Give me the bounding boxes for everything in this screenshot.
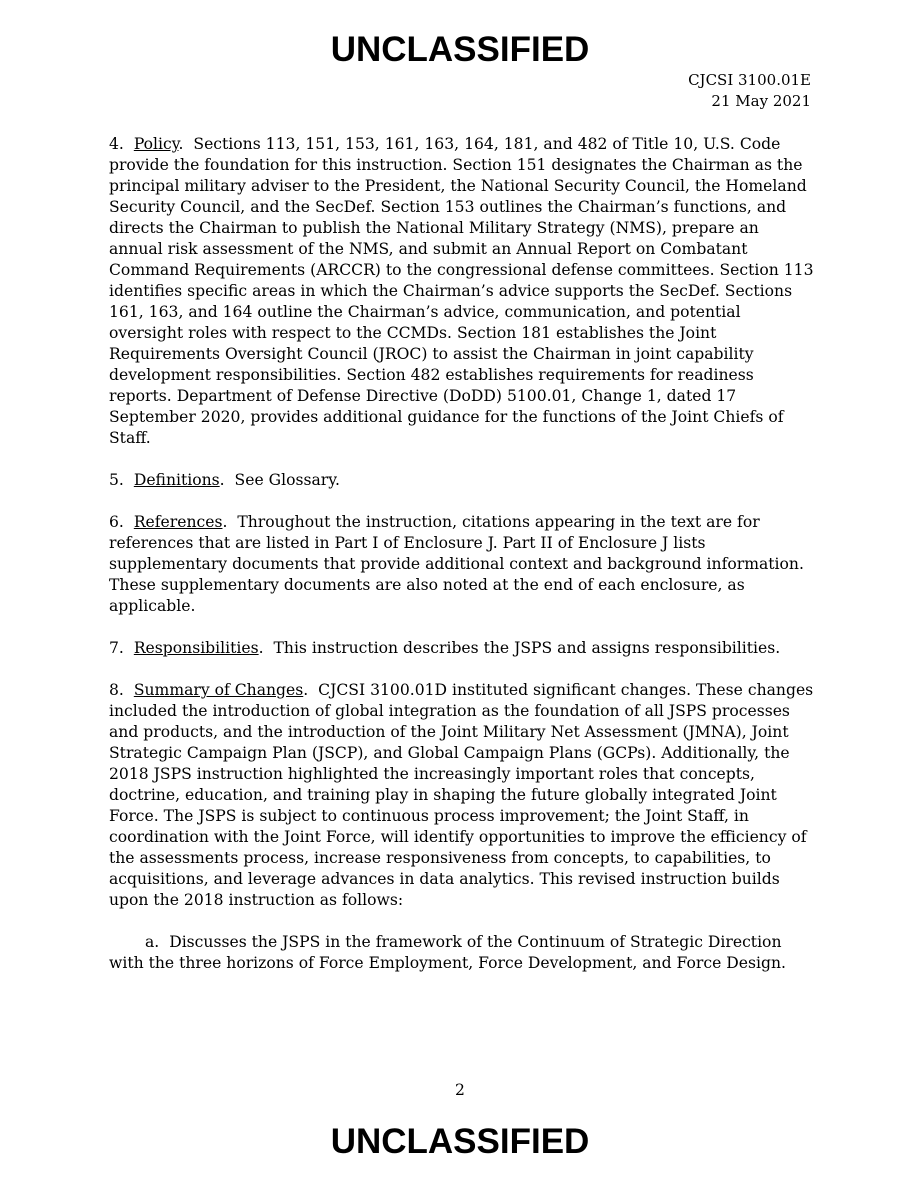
page-number: 2 [455, 1081, 465, 1099]
paragraph-references: 6. References. Throughout the instruction, citations appearing in the text are for references that are listed in Part I of Enclosure J. Part II of Enclosure J lists supplementary documents that provide additional context and background information. These supplementary documents are also noted at the end of each enclosure, as applicable. [109, 513, 804, 615]
classification-banner-top: UNCLASSIFIED [330, 30, 590, 69]
paragraph-responsibilities: 7. Responsibilities. This instruction describes the JSPS and assigns responsibilities. [109, 639, 781, 657]
paragraph-text: See Glossary. [234, 471, 340, 489]
paragraph-heading: Policy [133, 135, 179, 153]
paragraph-text: Sections 113, 151, 153, 161, 163, 164, 181, and 482 of Title 10, U.S. Code provide the foundation for this instruction. Section 151 designates the Chairman as the principal military adviser to the President, the National Security Council, the Homeland Security Council, and the SecDef. Section 153 outlines the Chairman’s functions, and directs the Chairman to publish the National Military Strategy (NMS), prepare an annual risk assessment of the NMS, and submit an Annual Report on Combatant Command Requirements (ARCCR) to the congressional defense committees. Section 113 identifies specific areas in which the Chairman’s advice supports the SecDef. Sections 161, 163, and 164 outline the Chairman’s advice, communication, and potential oversight roles with respect to the CCMDs. Section 181 establishes the Joint Requirements Oversight Council (JROC) to assist the Chairman in joint capability development responsibilities. Section 482 establishes requirements for readiness reports. Department of Defense Directive (DoDD) 5100.01, Change 1, dated 17 September 2020, provides additional guidance for the functions of the Joint Chiefs of Staff. [109, 135, 814, 447]
paragraph-number: 7. [109, 639, 124, 657]
paragraph-number: 6. [109, 513, 124, 531]
paragraph-number: 8. [109, 681, 124, 699]
document-identifier [688, 70, 811, 112]
paragraph-number: 4. [109, 135, 124, 153]
paragraph-heading: Summary of Changes [133, 681, 304, 699]
paragraph-definitions: 5. Definitions. See Glossary. [109, 471, 340, 489]
paragraph-summary-of-changes: 8. Summary of Changes. CJCSI 3100.01D instituted significant changes. These changes included the introduction of global integration as the foundation of all JSPS processes and products, and the introduction of the Joint Military Net Assessment (JMNA), Joint Strategic Campaign Plan (JSCP), and Global Campaign Plans (GCPs). Additionally, the 2018 JSPS instruction highlighted the increasingly important roles that concepts, doctrine, education, and training play in shaping the future globally integrated Joint Force. The JSPS is subject to continuous process improvement; the Joint Staff, in coordination with the Joint Force, will identify opportunities to improve the efficiency of the assessments process, increase responsiveness from concepts, to capabilities, to acquisitions, and leverage advances in data analytics. This revised instruction builds upon the 2018 instruction as follows: [109, 681, 814, 909]
sub-item-text: Discusses the JSPS in the framework of the Continuum of Strategic Direction with the three horizons of Force Employment, Force Development, and Force Design. [109, 933, 786, 972]
document-date: 21 May 2021 [711, 92, 811, 110]
paragraph-text: CJCSI 3100.01D instituted significant changes. These changes included the introduction of global integration as the foundation of all JSPS processes and products, and the introduction of the Joint Military Net Assessment (JMNA), Joint Strategic Campaign Plan (JSCP), and Global Campaign Plans (GCPs). Additionally, the 2018 JSPS instruction highlighted the increasingly important roles that concepts, doctrine, education, and training play in shaping the future globally integrated Joint Force. The JSPS is subject to continuous process improvement; the Joint Staff, in coordination with the Joint Force, will identify opportunities to improve the efficiency of the assessments process, increase responsiveness from concepts, to capabilities, to acquisitions, and leverage advances in data analytics. This revised instruction builds upon the 2018 instruction as follows: [109, 681, 814, 909]
document-body [109, 134, 815, 974]
paragraph-text: This instruction describes the JSPS and assigns responsibilities. [273, 639, 781, 657]
sub-item-letter: a. [145, 933, 160, 951]
sub-item-a [109, 932, 815, 974]
document-number: CJCSI 3100.01E [688, 71, 811, 89]
paragraph-policy: 4. Policy. Sections 113, 151, 153, 161, 163, 164, 181, and 482 of Title 10, U.S. Code provide the foundation for this instruction. Section 151 designates the Chairman as the principal military adviser to the President, the National Security Council, the Homeland Security Council, and the SecDef. Section 153 outlines the Chairman’s functions, and directs the Chairman to publish the National Military Strategy (NMS), prepare an annual risk assessment of the NMS, and submit an Annual Report on Combatant Command Requirements (ARCCR) to the congressional defense committees. Section 113 identifies specific areas in which the Chairman’s advice supports the SecDef. Sections 161, 163, and 164 outline the Chairman’s advice, communication, and potential oversight roles with respect to the CCMDs. Section 181 establishes the Joint Requirements Oversight Council (JROC) to assist the Chairman in joint capability development responsibilities. Section 482 establishes requirements for readiness reports. Department of Defense Directive (DoDD) 5100.01, Change 1, dated 17 September 2020, provides additional guidance for the functions of the Joint Chiefs of Staff. [109, 135, 814, 447]
paragraph-text: Throughout the instruction, citations appearing in the text are for references that are listed in Part I of Enclosure J. Part II of Enclosure J lists supplementary documents that provide additional context and background information. These supplementary documents are also noted at the end of each enclosure, as applicable. [109, 513, 804, 615]
paragraph-heading: Responsibilities [133, 639, 259, 657]
classification-banner-bottom: UNCLASSIFIED [330, 1122, 590, 1161]
paragraph-number: 5. [109, 471, 124, 489]
paragraph-heading: References [133, 513, 223, 531]
paragraph-heading: Definitions [133, 471, 220, 489]
